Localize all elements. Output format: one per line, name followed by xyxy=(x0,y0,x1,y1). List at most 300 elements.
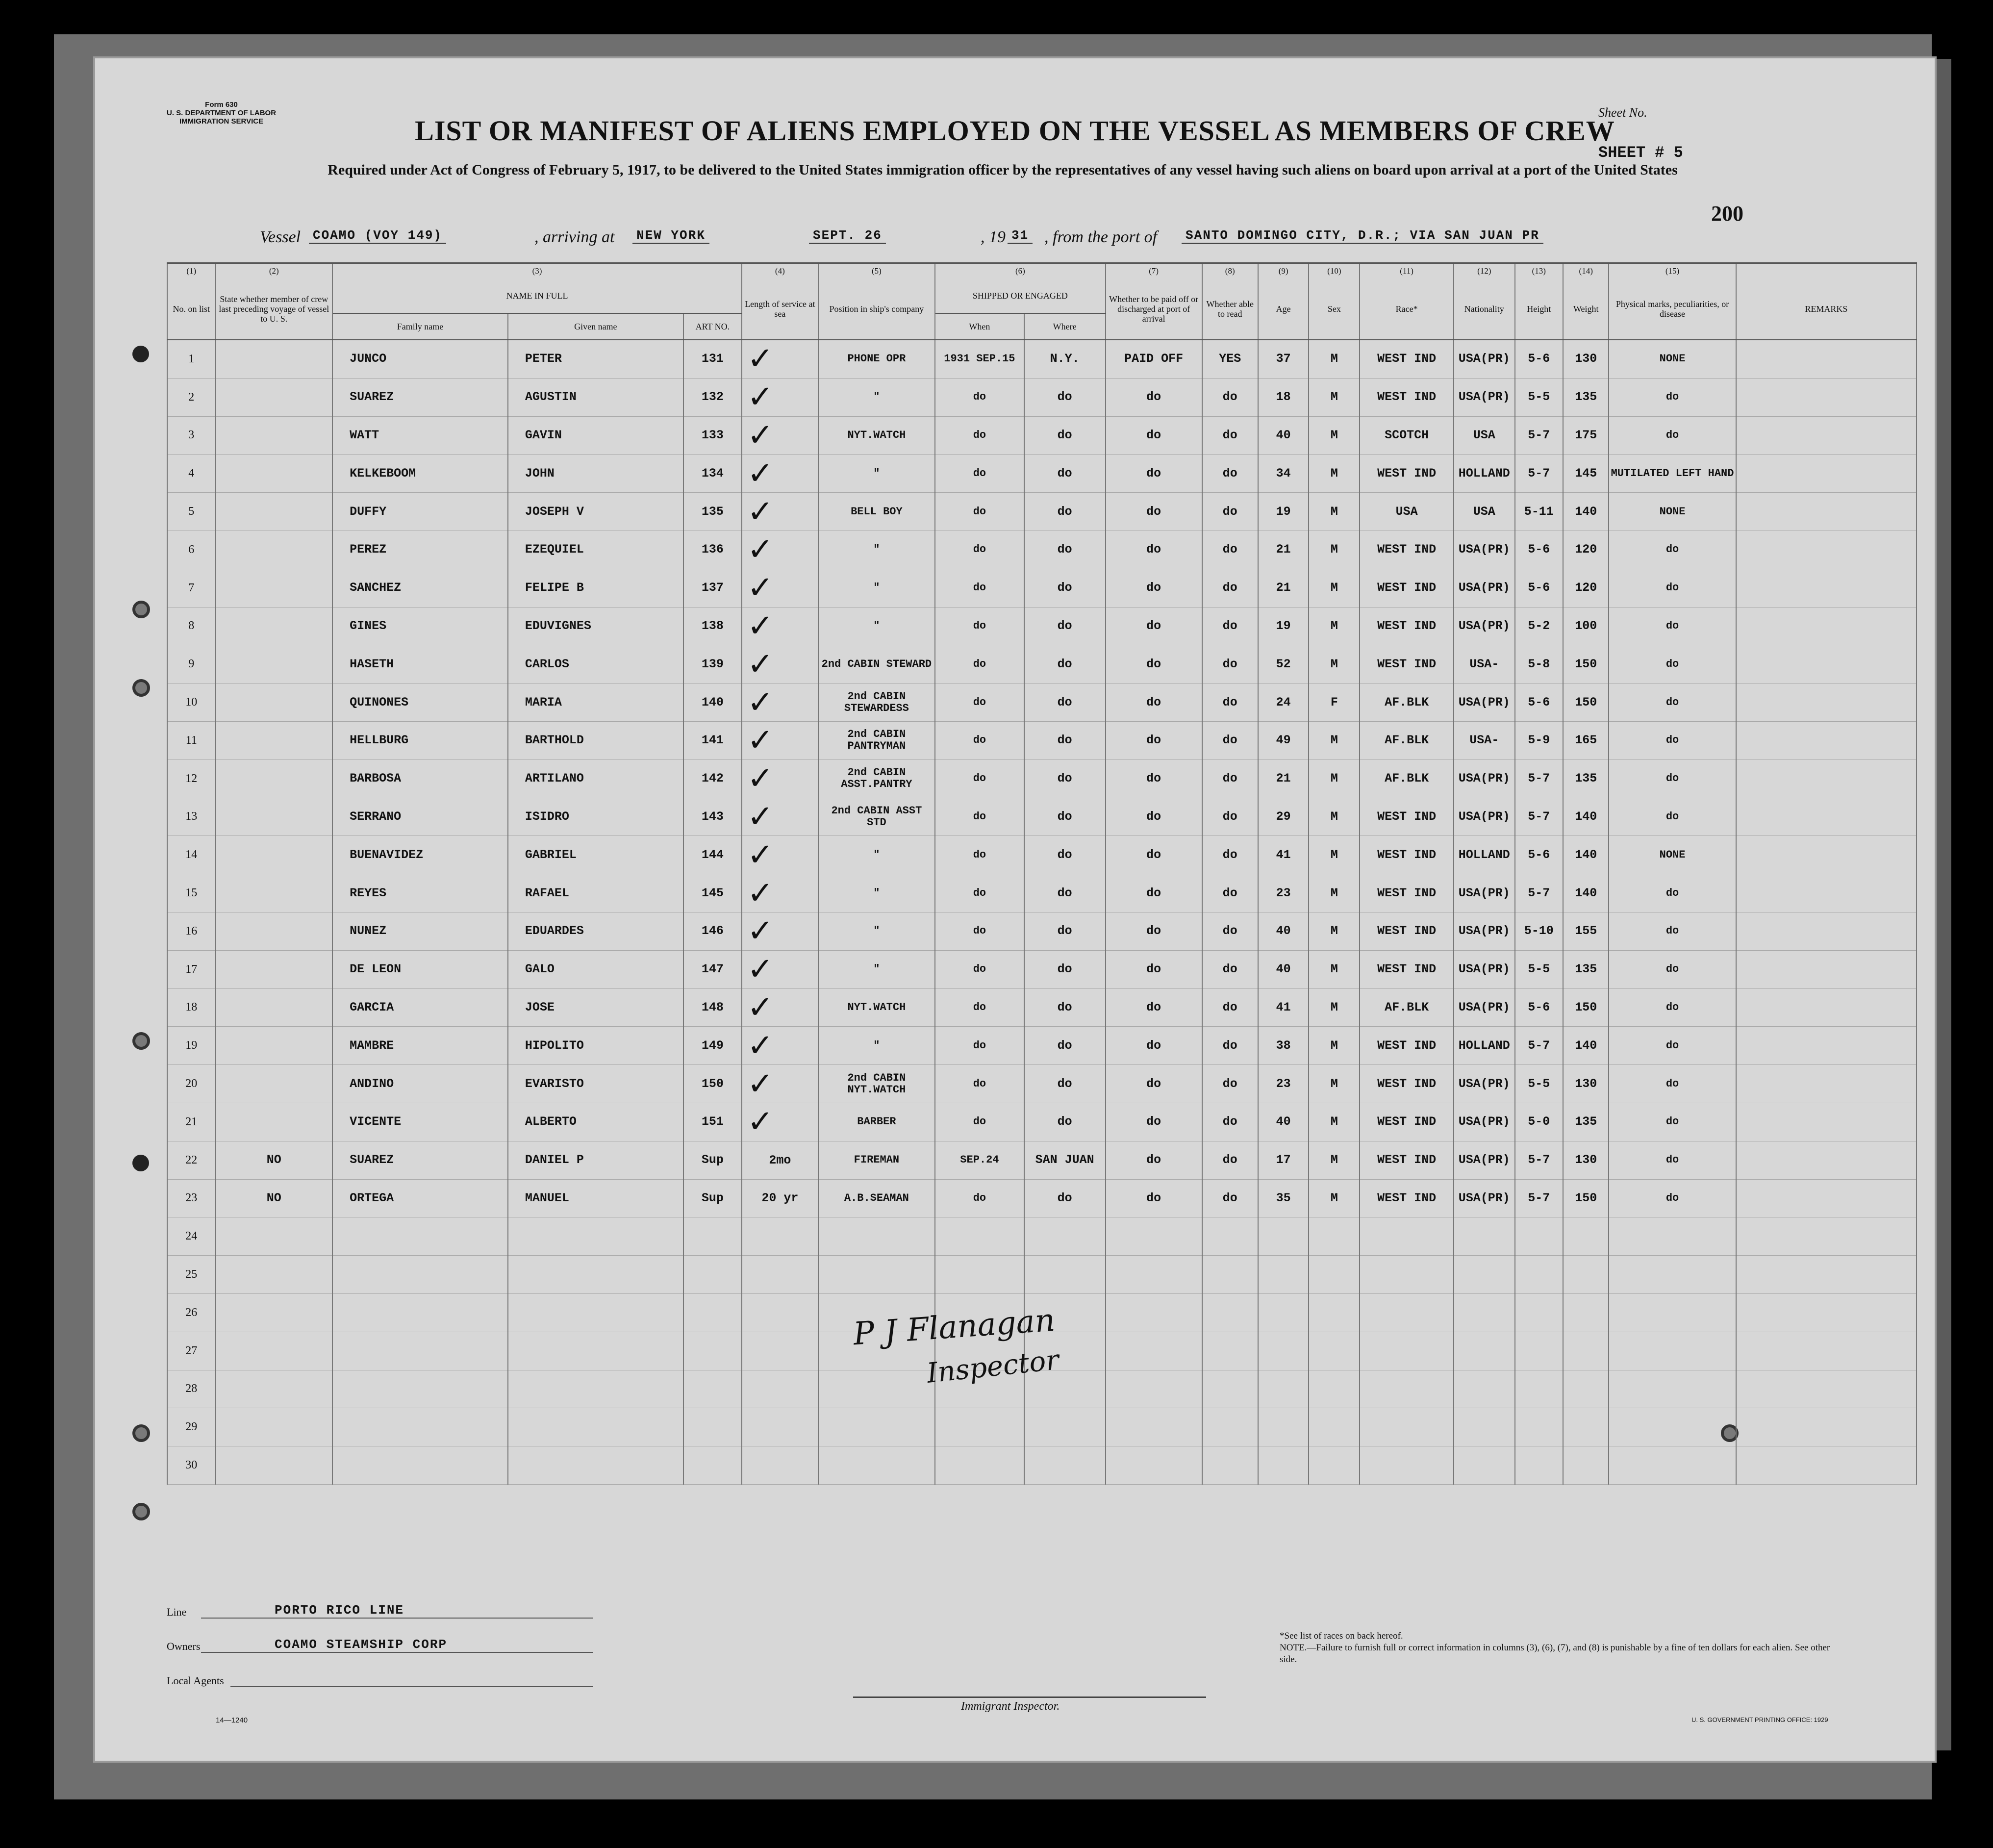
able-to-read-cell: do xyxy=(1202,607,1258,645)
header-nationality: Nationality xyxy=(1454,278,1514,340)
family-name-cell: MAMBRE xyxy=(332,1027,508,1065)
art-no-cell xyxy=(683,1408,742,1446)
art-no-cell: 145 xyxy=(683,874,742,912)
prev-voyage-cell xyxy=(216,1256,333,1294)
physical-marks-cell: do xyxy=(1609,1065,1736,1103)
row-number: 24 xyxy=(167,1217,216,1256)
paid-off-cell: do xyxy=(1106,988,1202,1027)
row-number: 14 xyxy=(167,836,216,874)
paid-off-cell: do xyxy=(1106,684,1202,722)
remarks-cell xyxy=(1736,1370,1917,1408)
service-length-cell: ✓ xyxy=(742,912,818,950)
prev-voyage-cell xyxy=(216,836,333,874)
age-cell: 19 xyxy=(1258,607,1309,645)
shipped-where-cell: SAN JUAN xyxy=(1024,1141,1106,1179)
position-cell: " xyxy=(818,455,935,493)
weight-cell xyxy=(1563,1332,1609,1370)
able-to-read-cell: do xyxy=(1202,912,1258,950)
sex-cell: M xyxy=(1309,798,1360,836)
service-length-cell: ✓ xyxy=(742,988,818,1027)
table-row xyxy=(167,569,1917,607)
row-number: 15 xyxy=(167,874,216,912)
col-num: (12) xyxy=(1454,263,1514,279)
able-to-read-cell: do xyxy=(1202,759,1258,798)
family-name-cell: WATT xyxy=(332,416,508,455)
art-no-cell: 150 xyxy=(683,1065,742,1103)
table-row xyxy=(167,1103,1917,1141)
race-cell: WEST IND xyxy=(1360,645,1454,684)
table-row xyxy=(167,607,1917,645)
shipped-where-cell: do xyxy=(1024,531,1106,569)
header-sex: Sex xyxy=(1309,278,1360,340)
shipped-where-cell: do xyxy=(1024,684,1106,722)
service-length-cell: ✓ xyxy=(742,340,818,378)
height-cell: 5-5 xyxy=(1515,1065,1564,1103)
physical-marks-cell: MUTILATED LEFT HAND xyxy=(1609,455,1736,493)
art-no-cell: 137 xyxy=(683,569,742,607)
prev-voyage-cell xyxy=(216,1103,333,1141)
given-name-cell: EDUARDES xyxy=(508,912,683,950)
vessel-label: Vessel xyxy=(260,228,301,246)
family-name-cell: REYES xyxy=(332,874,508,912)
penalty-note: NOTE.—Failure to furnish full or correct information in columns (3), (6), (7), and (8) is punishable by a fine of ten dollars for each alien. See other side. xyxy=(1280,1643,1830,1665)
able-to-read-cell xyxy=(1202,1408,1258,1446)
header-length-service: Length of service at sea xyxy=(742,278,818,340)
weight-cell: 140 xyxy=(1563,836,1609,874)
header-remarks: REMARKS xyxy=(1736,278,1917,340)
prev-voyage-cell xyxy=(216,912,333,950)
height-cell: 5-7 xyxy=(1515,1141,1564,1179)
row-number: 3 xyxy=(167,416,216,455)
from-label: , from the port of xyxy=(1044,228,1158,246)
art-no-cell: 143 xyxy=(683,798,742,836)
shipped-when-cell: do xyxy=(935,684,1024,722)
shipped-when-cell: do xyxy=(935,607,1024,645)
height-cell: 5-2 xyxy=(1515,607,1564,645)
age-cell: 19 xyxy=(1258,493,1309,531)
remarks-cell xyxy=(1736,1065,1917,1103)
header-art-no: ART NO. xyxy=(683,313,742,340)
shipped-when-cell: do xyxy=(935,1027,1024,1065)
weight-cell: 140 xyxy=(1563,1027,1609,1065)
race-cell: WEST IND xyxy=(1360,1027,1454,1065)
remarks-cell xyxy=(1736,607,1917,645)
shipped-where-cell: do xyxy=(1024,798,1106,836)
physical-marks-cell xyxy=(1609,1408,1736,1446)
header-where: Where xyxy=(1024,313,1106,340)
table-row xyxy=(167,1065,1917,1103)
prev-voyage-cell xyxy=(216,950,333,988)
age-cell: 40 xyxy=(1258,1103,1309,1141)
punch-hole xyxy=(132,1032,150,1050)
paid-off-cell xyxy=(1106,1332,1202,1370)
weight-cell: 155 xyxy=(1563,912,1609,950)
row-number: 12 xyxy=(167,759,216,798)
family-name-cell: ANDINO xyxy=(332,1065,508,1103)
sex-cell: M xyxy=(1309,950,1360,988)
family-name-cell: JUNCO xyxy=(332,340,508,378)
sex-cell: M xyxy=(1309,607,1360,645)
sex-cell: M xyxy=(1309,874,1360,912)
nationality-cell xyxy=(1454,1293,1514,1332)
weight-cell: 175 xyxy=(1563,416,1609,455)
family-name-cell: SANCHEZ xyxy=(332,569,508,607)
art-no-cell xyxy=(683,1370,742,1408)
sheet-stamp: SHEET # 5 xyxy=(1598,144,1683,162)
weight-cell: 140 xyxy=(1563,493,1609,531)
physical-marks-cell: do xyxy=(1609,684,1736,722)
service-length-cell xyxy=(742,1217,818,1256)
age-cell: 23 xyxy=(1258,1065,1309,1103)
inspector-signature: P J Flanagan xyxy=(852,1302,1057,1353)
height-cell: 5-7 xyxy=(1515,455,1564,493)
art-no-cell: 140 xyxy=(683,684,742,722)
height-cell: 5-7 xyxy=(1515,798,1564,836)
paid-off-cell: do xyxy=(1106,1065,1202,1103)
shipped-when-cell: do xyxy=(935,721,1024,759)
race-cell: WEST IND xyxy=(1360,1065,1454,1103)
age-cell: 52 xyxy=(1258,645,1309,684)
row-number: 19 xyxy=(167,1027,216,1065)
col-num: (15) xyxy=(1609,263,1736,279)
position-cell: " xyxy=(818,378,935,416)
col-num: (4) xyxy=(742,263,818,279)
family-name-cell: ORTEGA xyxy=(332,1179,508,1217)
prev-voyage-cell xyxy=(216,1065,333,1103)
given-name-cell: ARTILANO xyxy=(508,759,683,798)
race-cell: SCOTCH xyxy=(1360,416,1454,455)
sex-cell: M xyxy=(1309,416,1360,455)
shipped-when-cell: do xyxy=(935,378,1024,416)
sex-cell: F xyxy=(1309,684,1360,722)
family-name-cell xyxy=(332,1293,508,1332)
position-cell: " xyxy=(818,874,935,912)
age-cell: 40 xyxy=(1258,416,1309,455)
row-number: 28 xyxy=(167,1370,216,1408)
position-cell: BARBER xyxy=(818,1103,935,1141)
service-length-cell: ✓ xyxy=(742,798,818,836)
paid-off-cell xyxy=(1106,1370,1202,1408)
nationality-cell: USA(PR) xyxy=(1454,1103,1514,1141)
physical-marks-cell: do xyxy=(1609,950,1736,988)
weight-cell: 150 xyxy=(1563,988,1609,1027)
shipped-where-cell: do xyxy=(1024,1179,1106,1217)
family-name-cell: NUNEZ xyxy=(332,912,508,950)
prev-voyage-cell xyxy=(216,721,333,759)
nationality-cell: USA(PR) xyxy=(1454,607,1514,645)
art-no-cell: 138 xyxy=(683,607,742,645)
race-cell xyxy=(1360,1408,1454,1446)
row-number: 18 xyxy=(167,988,216,1027)
able-to-read-cell xyxy=(1202,1370,1258,1408)
shipped-where-cell: do xyxy=(1024,607,1106,645)
given-name-cell xyxy=(508,1370,683,1408)
position-cell: 2nd CABIN ASST STD xyxy=(818,798,935,836)
paid-off-cell: do xyxy=(1106,798,1202,836)
nationality-cell: USA xyxy=(1454,416,1514,455)
header-paid-off: Whether to be paid off or discharged at port of arrival xyxy=(1106,278,1202,340)
paid-off-cell: do xyxy=(1106,378,1202,416)
race-cell: WEST IND xyxy=(1360,1179,1454,1217)
shipped-where-cell: do xyxy=(1024,455,1106,493)
position-cell: NYT.WATCH xyxy=(818,416,935,455)
prev-voyage-cell xyxy=(216,684,333,722)
sex-cell: M xyxy=(1309,721,1360,759)
shipped-when-cell: do xyxy=(935,912,1024,950)
service-length-cell: ✓ xyxy=(742,607,818,645)
weight-cell: 135 xyxy=(1563,759,1609,798)
date-value: SEPT. 26 xyxy=(809,228,886,244)
given-name-cell: JOSE xyxy=(508,988,683,1027)
service-length-cell xyxy=(742,1332,818,1370)
height-cell: 5-5 xyxy=(1515,950,1564,988)
family-name-cell: BARBOSA xyxy=(332,759,508,798)
col-num: (2) xyxy=(216,263,333,279)
table-row xyxy=(167,950,1917,988)
table-row xyxy=(167,455,1917,493)
punch-hole xyxy=(132,679,150,697)
nationality-cell xyxy=(1454,1332,1514,1370)
shipped-when-cell: do xyxy=(935,416,1024,455)
height-cell xyxy=(1515,1370,1564,1408)
table-row xyxy=(167,912,1917,950)
shipped-when-cell: 1931 SEP.15 xyxy=(935,340,1024,378)
remarks-cell xyxy=(1736,1179,1917,1217)
position-cell: " xyxy=(818,912,935,950)
given-name-cell: RAFAEL xyxy=(508,874,683,912)
family-name-cell: SUAREZ xyxy=(332,1141,508,1179)
header-height: Height xyxy=(1515,278,1564,340)
age-cell: 17 xyxy=(1258,1141,1309,1179)
position-cell: PHONE OPR xyxy=(818,340,935,378)
remarks-cell xyxy=(1736,569,1917,607)
height-cell: 5-6 xyxy=(1515,340,1564,378)
year-prefix: , 19 xyxy=(981,228,1006,246)
weight-cell: 150 xyxy=(1563,1179,1609,1217)
row-number: 25 xyxy=(167,1256,216,1294)
able-to-read-cell: do xyxy=(1202,988,1258,1027)
header-position: Position in ship's company xyxy=(818,278,935,340)
punch-hole xyxy=(132,1503,150,1520)
age-cell xyxy=(1258,1370,1309,1408)
race-cell: WEST IND xyxy=(1360,378,1454,416)
art-no-cell: 133 xyxy=(683,416,742,455)
shipped-where-cell: do xyxy=(1024,416,1106,455)
able-to-read-cell: do xyxy=(1202,416,1258,455)
prev-voyage-cell xyxy=(216,607,333,645)
sex-cell xyxy=(1309,1370,1360,1408)
race-cell: WEST IND xyxy=(1360,798,1454,836)
row-number: 8 xyxy=(167,607,216,645)
height-cell: 5-7 xyxy=(1515,416,1564,455)
height-cell: 5-8 xyxy=(1515,645,1564,684)
table-row xyxy=(167,645,1917,684)
position-cell: " xyxy=(818,569,935,607)
weight-cell xyxy=(1563,1293,1609,1332)
shipped-where-cell: do xyxy=(1024,1027,1106,1065)
prev-voyage-cell xyxy=(216,1370,333,1408)
punch-hole xyxy=(132,601,150,618)
remarks-cell xyxy=(1736,798,1917,836)
race-cell: WEST IND xyxy=(1360,950,1454,988)
given-name-cell: ISIDRO xyxy=(508,798,683,836)
nationality-cell: HOLLAND xyxy=(1454,1027,1514,1065)
given-name-cell xyxy=(508,1332,683,1370)
position-cell xyxy=(818,1217,935,1256)
row-number: 2 xyxy=(167,378,216,416)
race-cell: AF.BLK xyxy=(1360,721,1454,759)
remarks-cell xyxy=(1736,1332,1917,1370)
agents-label: Local Agents xyxy=(167,1674,224,1687)
height-cell: 5-6 xyxy=(1515,684,1564,722)
race-cell xyxy=(1360,1370,1454,1408)
given-name-cell: DANIEL P xyxy=(508,1141,683,1179)
height-cell: 5-7 xyxy=(1515,874,1564,912)
weight-cell xyxy=(1563,1408,1609,1446)
remarks-cell xyxy=(1736,378,1917,416)
race-cell: WEST IND xyxy=(1360,607,1454,645)
header-row-1 xyxy=(167,278,1917,313)
able-to-read-cell: do xyxy=(1202,1179,1258,1217)
able-to-read-cell: do xyxy=(1202,721,1258,759)
header-name-in-full: NAME IN FULL xyxy=(332,278,742,313)
given-name-cell: EZEQUIEL xyxy=(508,531,683,569)
race-cell: WEST IND xyxy=(1360,569,1454,607)
nationality-cell: USA(PR) xyxy=(1454,1065,1514,1103)
physical-marks-cell xyxy=(1609,1446,1736,1485)
owners-value: COAMO STEAMSHIP CORP xyxy=(275,1637,448,1652)
remarks-cell xyxy=(1736,874,1917,912)
family-name-cell: SUAREZ xyxy=(332,378,508,416)
height-cell xyxy=(1515,1332,1564,1370)
physical-marks-cell xyxy=(1609,1293,1736,1332)
art-no-cell: 141 xyxy=(683,721,742,759)
physical-marks-cell: do xyxy=(1609,988,1736,1027)
height-cell xyxy=(1515,1408,1564,1446)
nationality-cell xyxy=(1454,1446,1514,1485)
able-to-read-cell: do xyxy=(1202,836,1258,874)
arriving-label: , arriving at xyxy=(534,228,615,246)
col-num: (5) xyxy=(818,263,935,279)
crew-table xyxy=(167,262,1917,1485)
art-no-cell xyxy=(683,1446,742,1485)
prev-voyage-cell xyxy=(216,1027,333,1065)
shipped-when-cell xyxy=(935,1446,1024,1485)
shipped-when-cell: do xyxy=(935,569,1024,607)
remarks-cell xyxy=(1736,493,1917,531)
punch-hole xyxy=(132,1424,150,1442)
able-to-read-cell: do xyxy=(1202,950,1258,988)
able-to-read-cell: do xyxy=(1202,798,1258,836)
table-row xyxy=(167,759,1917,798)
sex-cell: M xyxy=(1309,759,1360,798)
shipped-where-cell: do xyxy=(1024,988,1106,1027)
art-no-cell: Sup xyxy=(683,1179,742,1217)
art-no-cell xyxy=(683,1217,742,1256)
race-cell: WEST IND xyxy=(1360,1141,1454,1179)
year-value: 31 xyxy=(1008,228,1033,244)
nationality-cell: USA(PR) xyxy=(1454,912,1514,950)
row-number: 27 xyxy=(167,1332,216,1370)
prev-voyage-cell xyxy=(216,759,333,798)
family-name-cell: KELKEBOOM xyxy=(332,455,508,493)
header-weight: Weight xyxy=(1563,278,1609,340)
remarks-cell xyxy=(1736,645,1917,684)
footer-owners xyxy=(167,1637,448,1653)
prev-voyage-cell xyxy=(216,798,333,836)
punch-hole xyxy=(132,346,149,362)
row-number: 9 xyxy=(167,645,216,684)
col-num-blank xyxy=(1736,263,1917,279)
sex-cell: M xyxy=(1309,1179,1360,1217)
weight-cell: 150 xyxy=(1563,684,1609,722)
inspector-label: Immigrant Inspector. xyxy=(961,1700,1060,1713)
race-cell: WEST IND xyxy=(1360,874,1454,912)
position-cell: " xyxy=(818,950,935,988)
row-number: 1 xyxy=(167,340,216,378)
prev-voyage-cell xyxy=(216,340,333,378)
sex-cell: M xyxy=(1309,1141,1360,1179)
weight-cell: 140 xyxy=(1563,874,1609,912)
physical-marks-cell: do xyxy=(1609,1103,1736,1141)
sex-cell: M xyxy=(1309,645,1360,684)
shipped-where-cell: do xyxy=(1024,645,1106,684)
nationality-cell: USA xyxy=(1454,493,1514,531)
vessel-value: COAMO (VOY 149) xyxy=(309,228,446,244)
paid-off-cell: do xyxy=(1106,416,1202,455)
able-to-read-cell xyxy=(1202,1293,1258,1332)
shipped-where-cell: do xyxy=(1024,1103,1106,1141)
department-name: U. S. DEPARTMENT OF LABOR xyxy=(167,109,277,117)
weight-cell: 120 xyxy=(1563,569,1609,607)
family-name-cell: DUFFY xyxy=(332,493,508,531)
owners-label: Owners xyxy=(167,1640,201,1652)
weight-cell: 130 xyxy=(1563,340,1609,378)
row-number: 29 xyxy=(167,1408,216,1446)
weight-cell: 150 xyxy=(1563,645,1609,684)
weight-cell xyxy=(1563,1446,1609,1485)
service-length-cell: ✓ xyxy=(742,684,818,722)
arriving-value: NEW YORK xyxy=(632,228,709,244)
page-number: 200 xyxy=(1711,202,1743,226)
remarks-cell xyxy=(1736,1103,1917,1141)
able-to-read-cell: do xyxy=(1202,1027,1258,1065)
race-cell xyxy=(1360,1293,1454,1332)
manifest-title: LIST OR MANIFEST OF ALIENS EMPLOYED ON THE VESSEL AS MEMBERS OF CREW xyxy=(415,115,1615,147)
footer-agents xyxy=(167,1674,224,1687)
remarks-cell xyxy=(1736,531,1917,569)
race-cell xyxy=(1360,1256,1454,1294)
paid-off-cell: do xyxy=(1106,607,1202,645)
physical-marks-cell xyxy=(1609,1217,1736,1256)
nationality-cell: USA- xyxy=(1454,645,1514,684)
shipped-where-cell: do xyxy=(1024,378,1106,416)
row-number: 22 xyxy=(167,1141,216,1179)
shipped-when-cell xyxy=(935,1408,1024,1446)
physical-marks-cell: do xyxy=(1609,416,1736,455)
family-name-cell xyxy=(332,1408,508,1446)
able-to-read-cell xyxy=(1202,1217,1258,1256)
from-port-value: SANTO DOMINGO CITY, D.R.; VIA SAN JUAN PR xyxy=(1182,228,1543,244)
shipped-when-cell: do xyxy=(935,798,1024,836)
family-name-cell xyxy=(332,1370,508,1408)
physical-marks-cell xyxy=(1609,1256,1736,1294)
shipped-when-cell xyxy=(935,1256,1024,1294)
physical-marks-cell: do xyxy=(1609,798,1736,836)
physical-marks-cell: do xyxy=(1609,378,1736,416)
footer-line xyxy=(167,1603,404,1619)
col-num: (13) xyxy=(1515,263,1564,279)
